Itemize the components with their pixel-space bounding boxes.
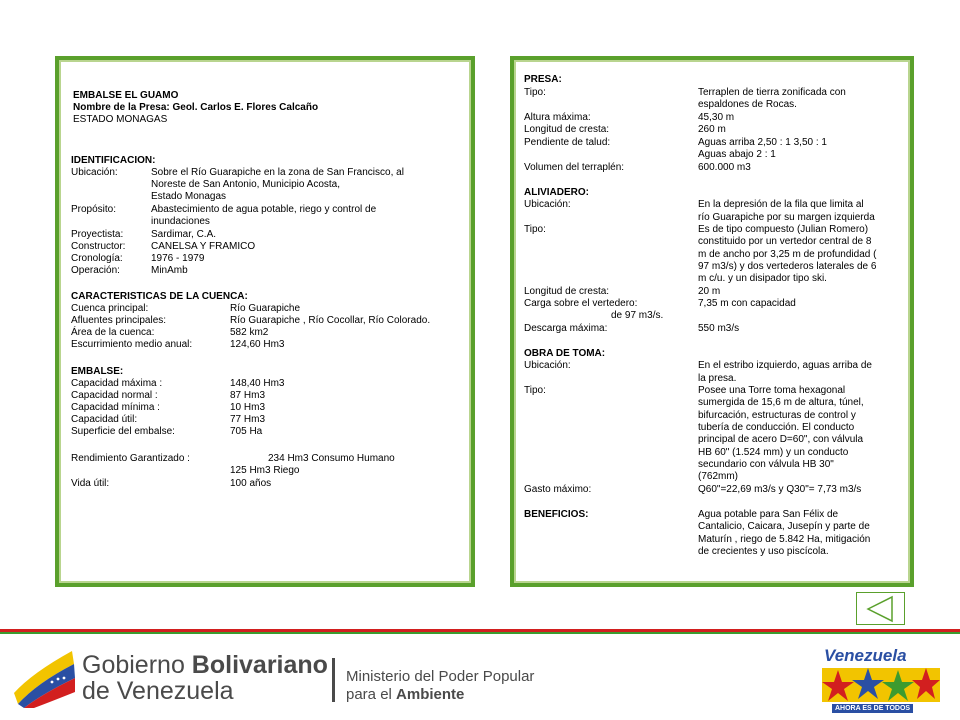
toma-value: tubería de conducción. El conducto — [698, 422, 855, 433]
embalse-value: 10 Hm3 — [230, 402, 266, 413]
venezuela-ahora-logo — [818, 642, 942, 718]
ident-value: MinAmb — [151, 265, 188, 276]
presa-value: Aguas abajo 2 : 1 — [698, 149, 776, 160]
ident-label: Cronología: — [71, 253, 123, 264]
cuenca-heading: CARACTERISTICAS DE LA CUENCA: — [71, 291, 248, 302]
cuenca-value: Río Guarapiche , Río Cocollar, Río Colorado. — [230, 315, 431, 326]
embalse-value: 87 Hm3 — [230, 390, 266, 401]
ident-heading: IDENTIFICACION: — [71, 155, 156, 166]
aliviadero-value: constituido por un vertedor central de 8 — [698, 236, 872, 247]
embalse-value: 705 Ha — [230, 426, 263, 437]
aliviadero-value: En la depresión de la fila que limita al — [698, 199, 864, 210]
right-panel-body — [514, 60, 910, 583]
aliviadero-value: río Guarapiche por su margen izquierda — [698, 212, 875, 223]
toma-value: secundario con válvula HB 30" — [698, 459, 834, 470]
toma-label: Ubicación: — [524, 360, 571, 371]
toma-value: En el estribo izquierdo, aguas arriba de — [698, 360, 872, 371]
reservoir-title: EMBALSE EL GUAMO — [73, 90, 179, 101]
ident-value: inundaciones — [151, 216, 210, 227]
cuenca-label: Área de la cuenca: — [71, 327, 155, 338]
embalse-heading: EMBALSE: — [71, 366, 124, 377]
toma-value: sumergida de 15,6 m de altura, túnel, — [698, 397, 864, 408]
ident-value: Sobre el Río Guarapiche en la zona de San Francisco, al — [151, 167, 404, 178]
embalse-label: Capacidad máxima : — [71, 378, 163, 389]
left-info-panel — [55, 56, 475, 587]
footer-bar — [0, 634, 960, 720]
toma-value: bifurcación, estructuras de control y — [698, 410, 856, 421]
ident-label: Constructor: — [71, 241, 126, 252]
ident-label: Propósito: — [71, 204, 117, 215]
vida-util-value: 100 años — [230, 478, 272, 489]
ident-value: Noreste de San Antonio, Municipio Acosta, — [151, 179, 341, 190]
left-panel-body — [59, 60, 471, 583]
ident-value: Sardimar, C.A. — [151, 229, 217, 240]
presa-label: Longitud de cresta: — [524, 124, 610, 135]
beneficios-value: de crecientes y uso piscícola. — [698, 546, 829, 557]
toma-value: la presa. — [698, 373, 737, 384]
rendimiento-value: 234 Hm3 Consumo Humano — [268, 453, 395, 464]
aliviadero-heading: ALIVIADERO: — [524, 187, 589, 198]
ident-value: CANELSA Y FRAMICO — [151, 241, 256, 252]
presa-label: Pendiente de talud: — [524, 137, 611, 148]
beneficios-value: Maturín , riego de 5.842 Ha, mitigación — [698, 534, 871, 545]
toma-heading: OBRA DE TOMA: — [524, 348, 606, 359]
aliviadero-label: Longitud de cresta: — [524, 286, 610, 297]
cuenca-value: 582 km2 — [230, 327, 269, 338]
aliviadero-value: 550 m3/s — [698, 323, 740, 334]
aliviadero-label: Carga sobre el vertedero: — [524, 298, 638, 309]
aliviadero-label: Tipo: — [524, 224, 546, 235]
embalse-value: 77 Hm3 — [230, 414, 266, 425]
venezuela-wordmark: Venezuela — [824, 646, 907, 665]
rendimiento-value: 125 Hm3 Riego — [230, 465, 300, 476]
previous-slide-button[interactable] — [856, 592, 905, 625]
aliviadero-value: m de ancho por 3,25 m de profundidad ( — [698, 249, 877, 260]
right-info-panel — [510, 56, 914, 587]
dam-name: Nombre de la Presa: Geol. Carlos E. Flores Calcaño — [73, 102, 319, 113]
toma-value: Posee una Torre toma hexagonal — [698, 385, 846, 396]
aliviadero-value: 7,35 m con capacidad — [698, 298, 796, 309]
rendimiento-label: Rendimiento Garantizado : — [71, 453, 190, 464]
toma-value: HB 60" (1.524 mm) y un conducto — [698, 447, 849, 458]
cuenca-value: Río Guarapiche — [230, 303, 301, 314]
presa-label: Altura máxima: — [524, 112, 591, 123]
aliviadero-label: Ubicación: — [524, 199, 571, 210]
ident-label: Operación: — [71, 265, 120, 276]
ident-label: Ubicación: — [71, 167, 118, 178]
state-name: ESTADO MONAGAS — [73, 114, 168, 125]
beneficios-value: Agua potable para San Félix de — [698, 509, 839, 520]
presa-value: Aguas arriba 2,50 : 1 3,50 : 1 — [698, 137, 827, 148]
embalse-label: Capacidad útil: — [71, 414, 138, 425]
presa-value: Terraplen de tierra zonificada con — [698, 87, 846, 98]
cuenca-label: Escurrimiento medio anual: — [71, 339, 193, 350]
presa-value: 45,30 m — [698, 112, 735, 123]
ident-value: Estado Monagas — [151, 191, 227, 202]
venezuela-flag-logo — [12, 648, 77, 708]
toma-value: (762mm) — [698, 471, 739, 482]
embalse-label: Capacidad normal : — [71, 390, 158, 401]
gobierno-line2: de Venezuela — [82, 677, 234, 705]
embalse-label: Superficie del embalse: — [71, 426, 175, 437]
aliviadero-label: Descarga máxima: — [524, 323, 608, 334]
gobierno-line1: Gobierno Bolivariano — [82, 651, 328, 679]
aliviadero-value: 20 m — [698, 286, 721, 297]
cuenca-value: 124,60 Hm3 — [230, 339, 285, 350]
presa-label: Tipo: — [524, 87, 546, 98]
presa-value: 260 m — [698, 124, 726, 135]
cuenca-label: Afluentes principales: — [71, 315, 167, 326]
stars-icon — [822, 664, 940, 704]
slogan-text: AHORA ES DE TODOS — [832, 704, 913, 713]
ident-label: Proyectista: — [71, 229, 124, 240]
presa-value: espaldones de Rocas. — [698, 99, 797, 110]
triangle-left-icon — [857, 593, 904, 624]
cuenca-label: Cuenca principal: — [71, 303, 149, 314]
presa-value: 600.000 m3 — [698, 162, 751, 173]
embalse-value: 148,40 Hm3 — [230, 378, 285, 389]
presa-heading: PRESA: — [524, 74, 562, 85]
vida-util-label: Vida útil: — [71, 478, 110, 489]
beneficios-heading: BENEFICIOS: — [524, 509, 589, 520]
beneficios-value: Cantalicio, Caicara, Jusepín y parte de — [698, 521, 870, 532]
embalse-label: Capacidad mínima : — [71, 402, 160, 413]
ministerio-line2: para el Ambiente — [346, 686, 465, 703]
aliviadero-value: m c/u. y un disipador tipo ski. — [698, 273, 827, 284]
ministerio-line1: Ministerio del Poder Popular — [346, 668, 535, 685]
ident-value: Abastecimiento de agua potable, riego y control de — [151, 204, 377, 215]
aliviadero-value: 97 m3/s) y dos vertederos laterales de 6 — [698, 261, 877, 272]
aliviadero-value: de 97 m3/s. — [611, 310, 664, 321]
footer-divider — [332, 658, 335, 702]
toma-label: Tipo: — [524, 385, 546, 396]
presa-label: Volumen del terraplén: — [524, 162, 625, 173]
toma-value: principal de acero D=60", con válvula — [698, 434, 864, 445]
ident-value: 1976 - 1979 — [151, 253, 205, 264]
toma-label: Gasto máximo: — [524, 484, 592, 495]
aliviadero-value: Es de tipo compuesto (Julian Romero) — [698, 224, 869, 235]
toma-value: Q60"=22,69 m3/s y Q30"= 7,73 m3/s — [698, 484, 862, 495]
